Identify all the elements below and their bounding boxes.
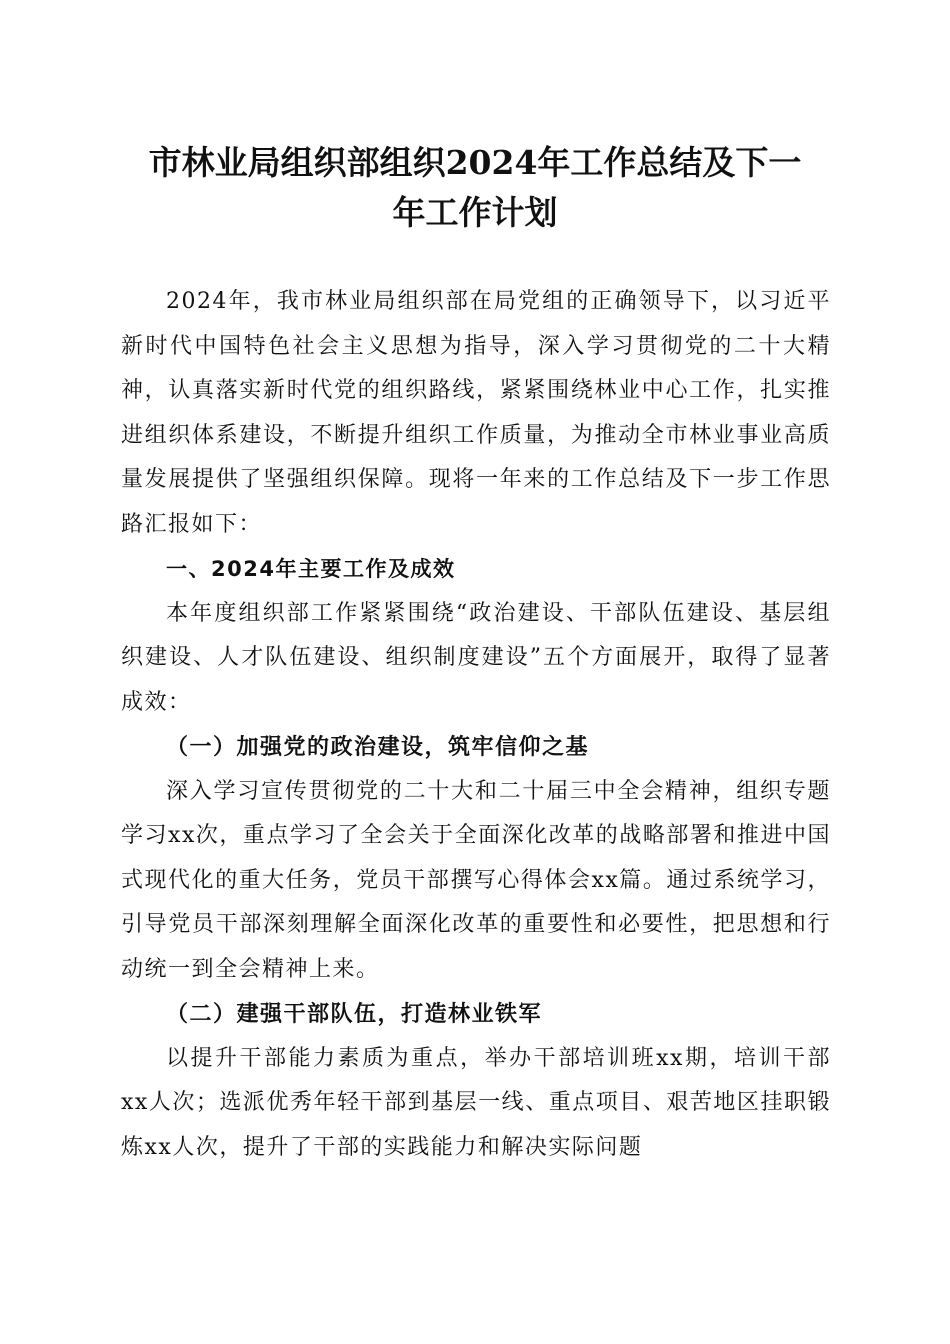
section-1-intro-paragraph: 本年度组织部工作紧紧围绕“政治建设、干部队伍建设、基层组织建设、人才队伍建设、组织制度建设”五个方面展开，取得了显著成效： xyxy=(121,600,831,715)
document-body xyxy=(121,280,831,1170)
title-line-2: 年工作计划 xyxy=(392,193,558,232)
intro-paragraph: 2024年，我市林业局组织部在局党组的正确领导下，以习近平新时代中国特色社会主义思想为指导，深入学习贯彻党的二十大精神，认真落实新时代党的组织路线，紧紧围绕林业中心工作，扎实推进组织体系建设，不断提升组织工作质量，为推动全市林业事业高质量发展提供了坚强组织保障。现将一年来的工作总结及下一步工作思路汇报如下： xyxy=(121,289,831,537)
section-1-heading: 一、2024年主要工作及成效 xyxy=(166,557,456,581)
subsection-2-heading: （二）建强干部队伍，打造林业铁军 xyxy=(166,1001,543,1027)
subsection-1-paragraph: 深入学习宣传贯彻党的二十大和二十届三中全会精神，组织专题学习xx次，重点学习了全会关于全面深化改革的战略部署和推进中国式现代化的重大任务，党员干部撰写心得体会xx篇。通过系统学习，引导党员干部深刻理解全面深化改革的重要性和必要性，把思想和行动统一到全会精神上来。 xyxy=(121,778,831,982)
title-line-1: 市林业局组织部组织2024年工作总结及下一 xyxy=(148,143,802,182)
document-title xyxy=(110,138,840,238)
subsection-1-heading: （一）加强党的政治建设，筑牢信仰之基 xyxy=(166,734,590,760)
subsection-2-paragraph: 以提升干部能力素质为重点，举办干部培训班xx期，培训干部xx人次；选派优秀年轻干部到基层一线、重点项目、艰苦地区挂职锻炼xx人次，提升了干部的实践能力和解决实际问题 xyxy=(121,1045,831,1160)
